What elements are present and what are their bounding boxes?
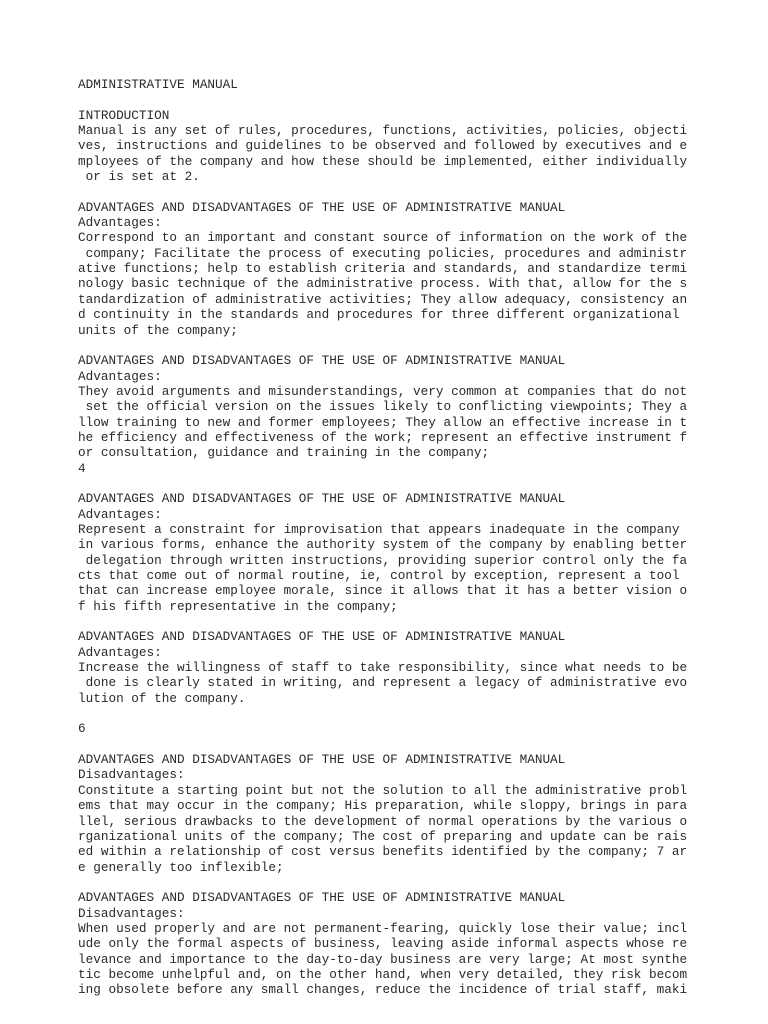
text-line: lution of the company. [78,690,246,706]
text-line: Constitute a starting point but not the solution to all the administrative probl [78,782,688,798]
text-line: 4 [78,460,86,476]
text-line: ADVANTAGES AND DISADVANTAGES OF THE USE OF ADMINISTRATIVE MANUAL [78,752,566,768]
text-line: in various forms, enhance the authority system of the company by enabling better [78,537,688,553]
blank-line [78,92,758,107]
text-block [78,629,758,706]
blank-line [78,875,758,890]
text-line: ing obsolete before any small changes, reduce the incidence of trial staff, maki [78,982,688,998]
text-line: set the official version on the issues likely to conflicting viewpoints; They a [78,399,688,415]
blank-line [78,614,758,629]
blank-line [78,184,758,199]
text-line: cts that come out of normal routine, ie, control by exception, represent a tool [78,568,680,583]
text-line: When used properly and are not permanent-fearing, quickly lose their value; incl [78,920,688,936]
text-line: levance and importance to the day-to-day business are very large; At most synthe [78,951,688,967]
text-line: mployees of the company and how these should be implemented, either individually [78,153,688,169]
text-line: Correspond to an important and constant source of information on the work of the [78,230,688,246]
text-line: Disadvantages: [78,905,185,921]
document-title: ADMINISTRATIVE MANUAL [78,77,238,92]
text-line: ADVANTAGES AND DISADVANTAGES OF THE USE OF ADMINISTRATIVE MANUAL [78,353,566,369]
text-line: ed within a relationship of cost versus benefits identified by the company; 7 ar [78,844,688,860]
text-line: tic become unhelpful and, on the other hand, when very detailed, they risk becom [78,966,688,982]
text-line: Advantages: [78,368,162,384]
document-page [78,77,758,998]
text-block [78,491,758,614]
text-block [78,353,758,476]
text-line: units of the company; [78,322,238,338]
text-line: done is clearly stated in writing, and represent a legacy of administrative evo [78,675,688,691]
text-line: llow training to new and former employees; They allow an effective increase in t [78,414,688,430]
text-line: Advantages: [78,215,162,231]
text-block [78,108,758,185]
text-line: Manual is any set of rules, procedures, functions, activities, policies, objecti [78,123,688,139]
blank-line [78,737,758,752]
text-line: ative functions; help to establish criteria and standards, and standardize termi [78,261,688,277]
text-line: Advantages: [78,506,162,522]
text-block [78,721,758,736]
text-line: INTRODUCTION [78,107,170,123]
text-line: delegation through written instructions, providing superior control only the fa [78,552,688,568]
text-line: Advantages: [78,644,162,660]
text-line: ADVANTAGES AND DISADVANTAGES OF THE USE OF ADMINISTRATIVE MANUAL [78,629,566,645]
text-line: ADVANTAGES AND DISADVANTAGES OF THE USE OF ADMINISTRATIVE MANUAL [78,491,566,507]
text-line: ude only the formal aspects of business, leaving aside informal aspects whose re [78,936,688,952]
text-block [78,752,758,875]
text-line: or consultation, guidance and training in the company; [78,445,490,461]
text-line: Disadvantages: [78,767,185,783]
text-line: that can increase employee morale, since it allows that it has a better vision o [78,583,688,599]
text-line: or is set at 2. [78,169,200,185]
text-line: f his fifth representative in the company; [78,598,398,614]
text-line: tandardization of administrative activities; They allow adequacy, consistency an [78,291,688,307]
text-line: d continuity in the standards and procedures for three different organizational [78,307,680,323]
text-block [78,200,758,338]
text-line: rganizational units of the company; The cost of preparing and update can be rais [78,828,688,844]
text-block [78,890,758,997]
text-line: nology basic technique of the administrative process. With that, allow for the s [78,276,688,292]
text-line: ADVANTAGES AND DISADVANTAGES OF THE USE OF ADMINISTRATIVE MANUAL [78,890,566,906]
blank-line [78,338,758,353]
blank-line [78,476,758,491]
document-body [78,108,758,998]
text-line: Represent a constraint for improvisation that appears inadequate in the company [78,521,680,537]
text-line: e generally too inflexible; [78,859,284,875]
text-line: 6 [78,721,86,737]
text-line: ems that may occur in the company; His preparation, while sloppy, brings in para [78,798,688,814]
text-line: company; Facilitate the process of executing policies, procedures and administr [78,245,688,261]
text-line: he efficiency and effectiveness of the work; represent an effective instrument f [78,429,688,445]
text-line: ADVANTAGES AND DISADVANTAGES OF THE USE OF ADMINISTRATIVE MANUAL [78,199,566,215]
text-line: llel, serious drawbacks to the development of normal operations by the various o [78,813,688,829]
text-line: Increase the willingness of staff to take responsibility, since what needs to be [78,660,688,676]
text-line: ves, instructions and guidelines to be observed and followed by executives and e [78,138,688,154]
text-line: They avoid arguments and misunderstandings, very common at companies that do not [78,383,688,399]
blank-line [78,706,758,721]
